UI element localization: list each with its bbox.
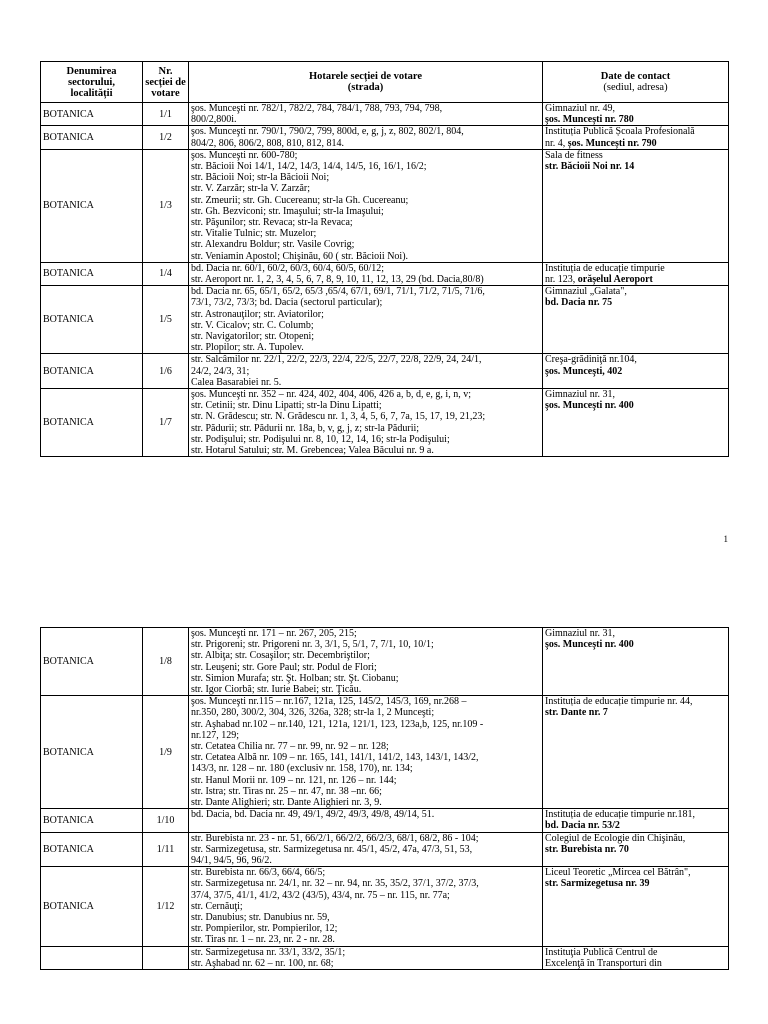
boundary-line: str. Cernăuţi; [191, 900, 243, 912]
section-number-cell: 1/6 [143, 354, 189, 389]
boundary-line: şos. Munceşti nr. 782/1, 782/2, 784, 784/1, 788, 793, 794, 798, [191, 103, 443, 114]
contact-address: şos. Munceşti nr. 400 [545, 400, 634, 412]
boundaries-cell [189, 103, 543, 126]
boundaries-cell [189, 389, 543, 457]
boundary-line: str. Cetatea Chilia nr. 77 – nr. 99, nr. 92 – nr. 128; [191, 741, 389, 753]
boundary-line: str. Gh. Bezviconi; str. Imaşului; str-la Imaşului; [191, 205, 384, 217]
boundary-line: str. Istra; str. Tiras nr. 25 – nr. 47, nr. 38 –nr. 66; [191, 785, 382, 797]
section-number-cell [143, 946, 189, 969]
boundary-line: str. Alexandru Boldur; str. Vasile Covrig; [191, 239, 355, 251]
section-number-cell: 1/4 [143, 262, 189, 285]
boundary-line: str. V. Cicalov; str. C. Columb; [191, 319, 314, 331]
boundary-line: str. Hotarul Satului; str. M. Grebencea; Valea Băcului nr. 9 a. [191, 445, 434, 457]
boundaries-cell [189, 354, 543, 389]
boundary-line: str. N. Grădescu; str. N. Grădescu nr. 1, 3, 4, 5, 6, 7, 7a, 15, 17, 19, 21,23; [191, 411, 486, 423]
boundary-line: str. Sarmizegetusa nr. 24/1, nr. 32 – nr. 94, nr. 35, 35/2, 37/1, 37/2, 37/3, [191, 878, 479, 890]
contact-address: bd. Dacia nr. 75 [545, 297, 613, 309]
contact-cell [543, 389, 729, 457]
header-boundaries [189, 62, 543, 103]
contact-address-prefix: nr. 123, [545, 274, 578, 286]
contact-line: Instituția de educație timpurie [545, 262, 665, 274]
sector-cell: BOTANICA [41, 867, 143, 946]
section-number-cell: 1/11 [143, 832, 189, 867]
header-sector-line: sectorului, [68, 76, 115, 88]
boundary-line: str. V. Zarzăr; str-la V. Zarzăr; [191, 183, 311, 195]
boundary-line: 94/1, 94/5, 96, 96/2. [191, 855, 272, 867]
boundaries-cell [189, 628, 543, 696]
table-row [41, 126, 729, 149]
section-number-cell: 1/5 [143, 286, 189, 354]
section-number-cell: 1/10 [143, 809, 189, 832]
sector-cell: BOTANICA [41, 832, 143, 867]
contact-line: Instituția de educație timpurie nr. 44, [545, 696, 693, 708]
table-row [41, 832, 729, 867]
contact-address: str. Dante nr. 7 [545, 707, 608, 719]
boundary-line: str. Plopilor; str. A. Tupolev. [191, 342, 304, 354]
boundary-line: str. Cetatea Albă nr. 109 – nr. 165, 141, 141/1, 141/2, 143, 143/1, 143/2, [191, 752, 479, 764]
boundary-line: str. Navigatorilor; str. Otopeni; [191, 331, 315, 343]
contact-address: şos. Munceşti, 402 [545, 365, 623, 377]
header-boundaries-sub: (strada) [347, 82, 384, 93]
boundaries-cell [189, 946, 543, 969]
table-page-2 [40, 627, 729, 970]
boundary-line: str. Cetinii; str. Dinu Lipatti; str-la Dinu Lipatti; [191, 400, 382, 412]
contact-cell [543, 832, 729, 867]
table-row [41, 286, 729, 354]
contact-address-line [545, 274, 726, 285]
boundary-line: şos. Munceşti nr.115 – nr.167, 121a, 125, 145/2, 145/3, 169, nr.268 – [191, 696, 467, 708]
boundaries-cell [189, 867, 543, 946]
boundary-line: str. Zmeurii; str. Gh. Cucereanu; str-la Gh. Cucereanu; [191, 194, 409, 206]
section-number-cell: 1/7 [143, 389, 189, 457]
sector-cell: BOTANICA [41, 809, 143, 832]
contact-address: str. Băcioii Noi nr. 14 [545, 161, 635, 173]
boundary-line: str. Aşhabad nr.102 – nr.140, 121, 121a, 121/1, 123, 123a,b, 125, nr.109 - [191, 718, 484, 730]
page-number: 1 [723, 534, 728, 544]
boundary-line: 143/3, nr. 128 – nr. 180 (exclusiv nr. 158, 170), nr. 134; [191, 763, 413, 775]
contact-address: bd. Dacia nr. 53/2 [545, 820, 620, 832]
header-contact [543, 62, 729, 103]
table-row [41, 628, 729, 696]
boundary-line: 800/2,800i. [191, 114, 237, 126]
table-row [41, 389, 729, 457]
boundaries-cell [189, 286, 543, 354]
table-body-page-2 [41, 628, 729, 970]
boundary-line: str. Pădurii; str. Pădurii nr. 18a, b, v, g, j, z; str-la Pădurii; [191, 422, 420, 434]
boundary-line: 804/2, 806, 806/2, 808, 810, 812, 814. [191, 137, 345, 149]
contact-cell [543, 867, 729, 946]
boundary-line: str. Burebista nr. 66/3, 66/4, 66/5; [191, 867, 326, 879]
sector-cell: BOTANICA [41, 286, 143, 354]
boundary-line: nr.350, 280, 300/2, 304, 326, 326a, 328; str-la 1, 2 Munceşti; [191, 707, 435, 719]
boundaries-cell [189, 696, 543, 809]
contact-line: Gimnaziul „Galata", [545, 286, 627, 298]
contact-line: Liceul Teoretic „Mircea cel Bătrân", [545, 867, 691, 879]
boundary-line: str. Vitalie Tulnic; str. Muzelor; [191, 228, 317, 240]
boundary-line: bd. Dacia nr. 60/1, 60/2, 60/3, 60/4, 60/5, 60/12; [191, 262, 385, 274]
header-sector-line: Denumirea [66, 65, 117, 77]
boundary-line: str. Sarmizegetusa nr. 33/1, 33/2, 35/1; [191, 946, 346, 958]
boundary-line: bd. Dacia, bd. Dacia nr. 49, 49/1, 49/2, 49/3, 49/8, 49/14, 51. [191, 809, 435, 821]
boundary-line: str. Hanul Morii nr. 109 – nr. 121, nr. 126 – nr. 144; [191, 774, 397, 786]
boundary-line: nr.127, 129; [191, 729, 240, 741]
boundaries-cell [189, 832, 543, 867]
contact-address: şos. Munceşti nr. 400 [545, 639, 634, 651]
boundary-line: str. Dante Alighieri; str. Dante Alighieri nr. 3, 9. [191, 797, 382, 809]
table-row [41, 262, 729, 285]
header-number-line: votare [151, 87, 180, 99]
header-section-number [143, 62, 189, 103]
contact-cell [543, 286, 729, 354]
boundary-line: str. Astronauţilor; str. Aviatorilor; [191, 308, 324, 320]
table-row [41, 696, 729, 809]
sector-cell: BOTANICA [41, 262, 143, 285]
boundary-line: str. Aşhabad nr. 62 – nr. 100, nr. 68; [191, 957, 334, 969]
header-contact-title: Date de contact [600, 71, 671, 82]
section-number-cell: 1/2 [143, 126, 189, 149]
sector-cell: BOTANICA [41, 628, 143, 696]
sector-cell: BOTANICA [41, 149, 143, 262]
header-sector-line: localității [70, 87, 113, 99]
boundary-line: şos. Munceşti nr. 600-780; [191, 149, 298, 161]
header-number-line: Nr. [158, 65, 173, 77]
section-number-cell: 1/12 [143, 867, 189, 946]
table-row [41, 149, 729, 262]
boundary-line: str. Aeroport nr. 1, 2, 3, 4, 5, 6, 7, 8, 9, 10, 11, 12, 13, 29 (bd. Dacia,80/8) [191, 274, 484, 286]
boundary-line: şos. Munceşti nr. 171 – nr. 267, 205, 215; [191, 628, 357, 639]
sector-cell [41, 946, 143, 969]
boundary-line: str. Simion Murafa; str. Şt. Holban; str. Şt. Ciobanu; [191, 672, 399, 684]
header-boundaries-title: Hotarele secției de votare [308, 71, 423, 82]
boundary-line: str. Sarmizegetusa, str. Sarmizegetusa nr. 45/1, 45/2, 47a, 47/3, 51, 53, [191, 843, 473, 855]
header-contact-sub: (sediul, adresa) [603, 82, 668, 93]
contact-address-prefix: nr. 4, [545, 137, 568, 149]
contact-cell [543, 946, 729, 969]
table-row [41, 809, 729, 832]
sector-cell: BOTANICA [41, 354, 143, 389]
contact-line: Sala de fitness [545, 149, 603, 161]
table-header-row [41, 62, 729, 103]
sector-cell: BOTANICA [41, 103, 143, 126]
contact-address-line [545, 138, 726, 149]
sector-cell: BOTANICA [41, 696, 143, 809]
contact-cell [543, 809, 729, 832]
boundary-line: str. Păşunilor; str. Revaca; str-la Revaca; [191, 217, 353, 229]
contact-address: str. Burebista nr. 70 [545, 843, 629, 855]
contact-line: Excelenţă în Transporturi din [545, 957, 662, 969]
contact-line: Gimnaziul nr. 31, [545, 389, 615, 401]
boundaries-cell [189, 809, 543, 832]
contact-cell [543, 262, 729, 285]
boundary-line: str. Danubius; str. Danubius nr. 59, [191, 912, 330, 924]
boundary-line: Calea Basarabiei nr. 5. [191, 376, 282, 388]
boundary-line: str. Igor Ciorbă; str. Iurie Babei; str. Ţicău. [191, 684, 362, 696]
boundary-line: str. Băcioii Noi 14/1, 14/2, 14/3, 14/4, 14/5, 16, 16/1, 16/2; [191, 161, 427, 173]
contact-cell [543, 149, 729, 262]
table-row [41, 946, 729, 969]
boundary-line: str. Albiţa; str. Cosaşilor; str. Decembriştilor; [191, 650, 370, 662]
boundary-line: şos. Munceşti nr. 790/1, 790/2, 799, 800d, e, g, j, z, 802, 802/1, 804, [191, 126, 464, 138]
section-number-cell: 1/8 [143, 628, 189, 696]
boundary-line: str. Veniamin Apostol; Chişinău, 60 ( str. Băcioii Noi). [191, 250, 409, 262]
sector-cell: BOTANICA [41, 126, 143, 149]
boundaries-cell [189, 262, 543, 285]
section-number-cell: 1/3 [143, 149, 189, 262]
boundaries-cell [189, 126, 543, 149]
contact-cell [543, 628, 729, 696]
contact-line: Creşa-grădiniţă nr.104, [545, 354, 637, 366]
boundaries-cell [189, 149, 543, 262]
boundary-line: str. Pompierilor, str. Pompierilor, 12; [191, 923, 338, 935]
table-row [41, 867, 729, 946]
header-number-line: secției de [145, 76, 186, 88]
boundary-line: str. Podişului; str. Podişului nr. 8, 10, 12, 14, 16; str-la Podişului; [191, 433, 450, 445]
contact-address: orășelul Aeroport [577, 274, 653, 286]
contact-address: șos. Muncești nr. 790 [567, 137, 657, 149]
table-body-page-1 [41, 103, 729, 457]
contact-line: Instituţia Publică Centrul de [545, 946, 658, 958]
contact-line: Instituția Publică Școala Profesională [545, 126, 695, 138]
header-sector [41, 62, 143, 103]
contact-cell [543, 354, 729, 389]
boundary-line: str. Leuşeni; str. Gore Paul; str. Podul de Flori; [191, 661, 377, 673]
contact-line: Gimnaziul nr. 49, [545, 103, 615, 114]
boundary-line: str. Prigoreni; str. Prigoreni nr. 3, 3/1, 5, 5/1, 7, 7/1, 10, 10/1; [191, 639, 434, 651]
table-row [41, 354, 729, 389]
contact-line: Colegiul de Ecologie din Chişinău, [545, 832, 686, 844]
boundary-line: str. Burebista nr. 23 - nr. 51, 66/2/1, 66/2/2, 66/2/3, 68/1, 68/2, 86 - 104; [191, 832, 479, 844]
section-number-cell: 1/1 [143, 103, 189, 126]
sector-cell: BOTANICA [41, 389, 143, 457]
contact-line: Instituția de educație timpurie nr.181, [545, 809, 695, 821]
contact-line: Gimnaziul nr. 31, [545, 628, 615, 639]
section-number-cell: 1/9 [143, 696, 189, 809]
contact-cell [543, 696, 729, 809]
boundary-line: str. Băcioii Noi; str-la Băcioii Noi; [191, 172, 330, 184]
contact-address: str. Sarmizegetusa nr. 39 [545, 878, 650, 890]
table-page-1 [40, 61, 729, 457]
boundary-line: 73/1, 73/2, 73/3; bd. Dacia (sectorul particular); [191, 297, 383, 309]
boundary-line: bd. Dacia nr. 65, 65/1, 65/2, 65/3 ,65/4, 67/1, 69/1, 71/1, 71/2, 71/5, 71/6, [191, 286, 485, 298]
boundary-line: şos. Munceşti nr. 352 – nr. 424, 402, 404, 406, 426 a, b, d, e, g, i, n, v; [191, 389, 471, 401]
boundary-line: str. Tiras nr. 1 – nr. 23, nr. 2 - nr. 28. [191, 934, 335, 946]
boundary-line: str. Salcâmilor nr. 22/1, 22/2, 22/3, 22/4, 22/5, 22/7, 22/8, 22/9, 24, 24/1, [191, 354, 482, 366]
contact-address: şos. Muncești nr. 780 [545, 114, 634, 126]
contact-cell [543, 103, 729, 126]
boundary-line: 37/4, 37/5, 41/1, 41/2, 43/2 (43/5), 43/4, nr. 75 – nr. 115, nr. 77a; [191, 889, 450, 901]
table-row [41, 103, 729, 126]
boundary-line: 24/2, 24/3, 31; [191, 365, 250, 377]
contact-cell [543, 126, 729, 149]
